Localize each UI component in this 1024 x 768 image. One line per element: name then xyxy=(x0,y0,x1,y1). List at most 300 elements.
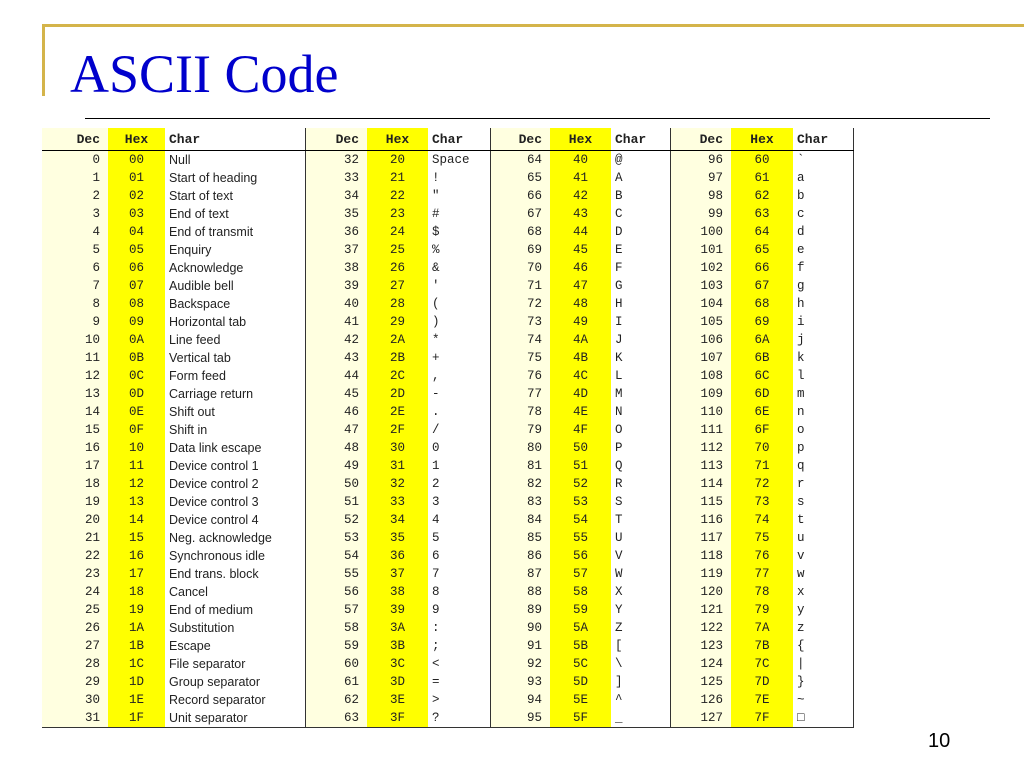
char-cell: q xyxy=(793,457,853,475)
dec-cell: 39 xyxy=(305,277,367,295)
hex-cell: 56 xyxy=(550,547,611,565)
char-cell: ^ xyxy=(611,691,670,709)
dec-cell: 16 xyxy=(42,439,108,457)
hex-cell: 2E xyxy=(367,403,428,421)
hex-cell: 7D xyxy=(731,673,793,691)
char-cell: : xyxy=(428,619,490,637)
dec-cell: 2 xyxy=(42,187,108,205)
dec-cell: 65 xyxy=(490,169,550,187)
dec-cell: 105 xyxy=(670,313,731,331)
char-cell: Escape xyxy=(165,637,305,655)
hex-cell: 50 xyxy=(550,439,611,457)
dec-cell: 24 xyxy=(42,583,108,601)
char-cell: % xyxy=(428,241,490,259)
char-cell: = xyxy=(428,673,490,691)
char-cell: C xyxy=(611,205,670,223)
char-cell: Acknowledge xyxy=(165,259,305,277)
hex-cell: 70 xyxy=(731,439,793,457)
char-cell: h xyxy=(793,295,853,313)
char-cell: V xyxy=(611,547,670,565)
char-cell: # xyxy=(428,205,490,223)
char-cell: a xyxy=(793,169,853,187)
dec-cell: 69 xyxy=(490,241,550,259)
char-cell: j xyxy=(793,331,853,349)
dec-cell: 83 xyxy=(490,493,550,511)
dec-cell: 120 xyxy=(670,583,731,601)
hex-cell: 7B xyxy=(731,637,793,655)
dec-cell: 48 xyxy=(305,439,367,457)
dec-cell: 53 xyxy=(305,529,367,547)
dec-cell: 101 xyxy=(670,241,731,259)
header-dec: Dec xyxy=(305,128,367,151)
char-cell: Q xyxy=(611,457,670,475)
hex-cell: 34 xyxy=(367,511,428,529)
char-cell: Unit separator xyxy=(165,709,305,728)
char-cell: n xyxy=(793,403,853,421)
table-row xyxy=(42,673,853,691)
accent-line-left xyxy=(42,24,45,96)
dec-cell: 19 xyxy=(42,493,108,511)
dec-cell: 102 xyxy=(670,259,731,277)
hex-cell: 46 xyxy=(550,259,611,277)
hex-cell: 22 xyxy=(367,187,428,205)
char-cell: L xyxy=(611,367,670,385)
char-cell: Backspace xyxy=(165,295,305,313)
hex-cell: 23 xyxy=(367,205,428,223)
hex-cell: 74 xyxy=(731,511,793,529)
dec-cell: 4 xyxy=(42,223,108,241)
table-row xyxy=(42,331,853,349)
dec-cell: 89 xyxy=(490,601,550,619)
hex-cell: 73 xyxy=(731,493,793,511)
dec-cell: 98 xyxy=(670,187,731,205)
dec-cell: 15 xyxy=(42,421,108,439)
header-hex: Hex xyxy=(367,128,428,151)
hex-cell: 49 xyxy=(550,313,611,331)
dec-cell: 11 xyxy=(42,349,108,367)
dec-cell: 110 xyxy=(670,403,731,421)
dec-cell: 79 xyxy=(490,421,550,439)
hex-cell: 7A xyxy=(731,619,793,637)
char-cell: & xyxy=(428,259,490,277)
hex-cell: 6F xyxy=(731,421,793,439)
char-cell: G xyxy=(611,277,670,295)
hex-cell: 64 xyxy=(731,223,793,241)
header-char: Char xyxy=(165,128,305,151)
char-cell: Group separator xyxy=(165,673,305,691)
hex-cell: 03 xyxy=(108,205,165,223)
char-cell: u xyxy=(793,529,853,547)
header-dec: Dec xyxy=(490,128,550,151)
dec-cell: 111 xyxy=(670,421,731,439)
hex-cell: 29 xyxy=(367,313,428,331)
dec-cell: 85 xyxy=(490,529,550,547)
hex-cell: 07 xyxy=(108,277,165,295)
dec-cell: 118 xyxy=(670,547,731,565)
dec-cell: 78 xyxy=(490,403,550,421)
table-row xyxy=(42,655,853,673)
hex-cell: 7F xyxy=(731,709,793,728)
hex-cell: 55 xyxy=(550,529,611,547)
hex-cell: 4D xyxy=(550,385,611,403)
dec-cell: 40 xyxy=(305,295,367,313)
char-cell: p xyxy=(793,439,853,457)
char-cell: + xyxy=(428,349,490,367)
char-cell: o xyxy=(793,421,853,439)
char-cell: t xyxy=(793,511,853,529)
char-cell: > xyxy=(428,691,490,709)
hex-cell: 59 xyxy=(550,601,611,619)
hex-cell: 1D xyxy=(108,673,165,691)
hex-cell: 5F xyxy=(550,709,611,728)
dec-cell: 20 xyxy=(42,511,108,529)
header-dec: Dec xyxy=(670,128,731,151)
slide-title: ASCII Code xyxy=(70,44,339,104)
char-cell: g xyxy=(793,277,853,295)
hex-cell: 17 xyxy=(108,565,165,583)
dec-cell: 109 xyxy=(670,385,731,403)
dec-cell: 70 xyxy=(490,259,550,277)
hex-cell: 53 xyxy=(550,493,611,511)
hex-cell: 79 xyxy=(731,601,793,619)
char-cell: . xyxy=(428,403,490,421)
hex-cell: 09 xyxy=(108,313,165,331)
hex-cell: 1C xyxy=(108,655,165,673)
dec-cell: 37 xyxy=(305,241,367,259)
char-cell: Null xyxy=(165,151,305,170)
dec-cell: 99 xyxy=(670,205,731,223)
char-cell: U xyxy=(611,529,670,547)
char-cell: l xyxy=(793,367,853,385)
hex-cell: 36 xyxy=(367,547,428,565)
hex-cell: 01 xyxy=(108,169,165,187)
table-row xyxy=(42,223,853,241)
char-cell: 3 xyxy=(428,493,490,511)
dec-cell: 31 xyxy=(42,709,108,728)
hex-cell: 14 xyxy=(108,511,165,529)
char-cell: Data link escape xyxy=(165,439,305,457)
dec-cell: 90 xyxy=(490,619,550,637)
char-cell: 8 xyxy=(428,583,490,601)
char-cell: w xyxy=(793,565,853,583)
dec-cell: 3 xyxy=(42,205,108,223)
dec-cell: 13 xyxy=(42,385,108,403)
header-char: Char xyxy=(611,128,670,151)
hex-cell: 35 xyxy=(367,529,428,547)
dec-cell: 30 xyxy=(42,691,108,709)
char-cell: O xyxy=(611,421,670,439)
char-cell: 2 xyxy=(428,475,490,493)
dec-cell: 46 xyxy=(305,403,367,421)
dec-cell: 115 xyxy=(670,493,731,511)
hex-cell: 61 xyxy=(731,169,793,187)
char-cell: Audible bell xyxy=(165,277,305,295)
char-cell: / xyxy=(428,421,490,439)
hex-cell: 32 xyxy=(367,475,428,493)
hex-cell: 76 xyxy=(731,547,793,565)
dec-cell: 45 xyxy=(305,385,367,403)
char-cell: 1 xyxy=(428,457,490,475)
hex-cell: 6A xyxy=(731,331,793,349)
dec-cell: 26 xyxy=(42,619,108,637)
hex-cell: 62 xyxy=(731,187,793,205)
dec-cell: 127 xyxy=(670,709,731,728)
char-cell: Space xyxy=(428,151,490,170)
hex-cell: 1E xyxy=(108,691,165,709)
hex-cell: 16 xyxy=(108,547,165,565)
table-row xyxy=(42,709,853,728)
dec-cell: 0 xyxy=(42,151,108,170)
dec-cell: 25 xyxy=(42,601,108,619)
hex-cell: 3B xyxy=(367,637,428,655)
hex-cell: 05 xyxy=(108,241,165,259)
char-cell: b xyxy=(793,187,853,205)
char-cell: File separator xyxy=(165,655,305,673)
char-cell: x xyxy=(793,583,853,601)
hex-cell: 77 xyxy=(731,565,793,583)
dec-cell: 125 xyxy=(670,673,731,691)
char-cell: End of medium xyxy=(165,601,305,619)
hex-cell: 21 xyxy=(367,169,428,187)
char-cell: " xyxy=(428,187,490,205)
hex-cell: 5A xyxy=(550,619,611,637)
hex-cell: 0E xyxy=(108,403,165,421)
char-cell: Vertical tab xyxy=(165,349,305,367)
hex-cell: 4B xyxy=(550,349,611,367)
dec-cell: 106 xyxy=(670,331,731,349)
char-cell: $ xyxy=(428,223,490,241)
hex-cell: 2F xyxy=(367,421,428,439)
hex-cell: 6C xyxy=(731,367,793,385)
char-cell: Carriage return xyxy=(165,385,305,403)
table-row xyxy=(42,205,853,223)
char-cell: P xyxy=(611,439,670,457)
char-cell: _ xyxy=(611,709,670,728)
table-row xyxy=(42,583,853,601)
table-row xyxy=(42,169,853,187)
dec-cell: 68 xyxy=(490,223,550,241)
hex-cell: 2C xyxy=(367,367,428,385)
hex-cell: 54 xyxy=(550,511,611,529)
dec-cell: 52 xyxy=(305,511,367,529)
dec-cell: 62 xyxy=(305,691,367,709)
table-row xyxy=(42,529,853,547)
dec-cell: 49 xyxy=(305,457,367,475)
char-cell: Synchronous idle xyxy=(165,547,305,565)
dec-cell: 76 xyxy=(490,367,550,385)
dec-cell: 42 xyxy=(305,331,367,349)
dec-cell: 59 xyxy=(305,637,367,655)
char-cell: ] xyxy=(611,673,670,691)
header-hex: Hex xyxy=(731,128,793,151)
hex-cell: 7E xyxy=(731,691,793,709)
dec-cell: 58 xyxy=(305,619,367,637)
dec-cell: 73 xyxy=(490,313,550,331)
hex-cell: 48 xyxy=(550,295,611,313)
dec-cell: 67 xyxy=(490,205,550,223)
table-header-row xyxy=(42,128,853,151)
hex-cell: 67 xyxy=(731,277,793,295)
dec-cell: 94 xyxy=(490,691,550,709)
char-cell: i xyxy=(793,313,853,331)
table-row xyxy=(42,547,853,565)
dec-cell: 21 xyxy=(42,529,108,547)
char-cell: End of text xyxy=(165,205,305,223)
hex-cell: 27 xyxy=(367,277,428,295)
char-cell: c xyxy=(793,205,853,223)
char-cell: @ xyxy=(611,151,670,170)
hex-cell: 41 xyxy=(550,169,611,187)
dec-cell: 87 xyxy=(490,565,550,583)
dec-cell: 75 xyxy=(490,349,550,367)
hex-cell: 5B xyxy=(550,637,611,655)
dec-cell: 57 xyxy=(305,601,367,619)
hex-cell: 3C xyxy=(367,655,428,673)
hex-cell: 2D xyxy=(367,385,428,403)
dec-cell: 104 xyxy=(670,295,731,313)
dec-cell: 34 xyxy=(305,187,367,205)
char-cell: H xyxy=(611,295,670,313)
dec-cell: 8 xyxy=(42,295,108,313)
dec-cell: 97 xyxy=(670,169,731,187)
char-cell: Shift in xyxy=(165,421,305,439)
table-row xyxy=(42,277,853,295)
char-cell: Device control 1 xyxy=(165,457,305,475)
hex-cell: 08 xyxy=(108,295,165,313)
char-cell: Neg. acknowledge xyxy=(165,529,305,547)
hex-cell: 02 xyxy=(108,187,165,205)
dec-cell: 84 xyxy=(490,511,550,529)
dec-cell: 124 xyxy=(670,655,731,673)
ascii-table xyxy=(42,128,854,728)
dec-cell: 93 xyxy=(490,673,550,691)
hex-cell: 7C xyxy=(731,655,793,673)
hex-cell: 58 xyxy=(550,583,611,601)
hex-cell: 3A xyxy=(367,619,428,637)
char-cell: d xyxy=(793,223,853,241)
dec-cell: 32 xyxy=(305,151,367,170)
dec-cell: 6 xyxy=(42,259,108,277)
char-cell: K xyxy=(611,349,670,367)
hex-cell: 6B xyxy=(731,349,793,367)
char-cell: M xyxy=(611,385,670,403)
dec-cell: 7 xyxy=(42,277,108,295)
table-row xyxy=(42,385,853,403)
char-cell: E xyxy=(611,241,670,259)
hex-cell: 6D xyxy=(731,385,793,403)
dec-cell: 63 xyxy=(305,709,367,728)
char-cell: 6 xyxy=(428,547,490,565)
hex-cell: 13 xyxy=(108,493,165,511)
char-cell: End trans. block xyxy=(165,565,305,583)
char-cell: 0 xyxy=(428,439,490,457)
char-cell: f xyxy=(793,259,853,277)
char-cell: 5 xyxy=(428,529,490,547)
dec-cell: 38 xyxy=(305,259,367,277)
char-cell: [ xyxy=(611,637,670,655)
hex-cell: 4F xyxy=(550,421,611,439)
title-divider xyxy=(85,118,990,119)
char-cell: < xyxy=(428,655,490,673)
hex-cell: 19 xyxy=(108,601,165,619)
hex-cell: 12 xyxy=(108,475,165,493)
hex-cell: 3D xyxy=(367,673,428,691)
char-cell: ; xyxy=(428,637,490,655)
hex-cell: 66 xyxy=(731,259,793,277)
char-cell: ? xyxy=(428,709,490,728)
char-cell: Form feed xyxy=(165,367,305,385)
hex-cell: 5C xyxy=(550,655,611,673)
dec-cell: 100 xyxy=(670,223,731,241)
table-row xyxy=(42,493,853,511)
hex-cell: 0F xyxy=(108,421,165,439)
char-cell: y xyxy=(793,601,853,619)
char-cell: v xyxy=(793,547,853,565)
dec-cell: 1 xyxy=(42,169,108,187)
char-cell: Enquiry xyxy=(165,241,305,259)
dec-cell: 51 xyxy=(305,493,367,511)
hex-cell: 39 xyxy=(367,601,428,619)
hex-cell: 5E xyxy=(550,691,611,709)
dec-cell: 14 xyxy=(42,403,108,421)
char-cell: Start of heading xyxy=(165,169,305,187)
char-cell: Device control 4 xyxy=(165,511,305,529)
char-cell: ~ xyxy=(793,691,853,709)
table-row xyxy=(42,691,853,709)
char-cell: B xyxy=(611,187,670,205)
char-cell: z xyxy=(793,619,853,637)
dec-cell: 61 xyxy=(305,673,367,691)
char-cell: W xyxy=(611,565,670,583)
char-cell: □ xyxy=(793,709,853,728)
dec-cell: 116 xyxy=(670,511,731,529)
hex-cell: 00 xyxy=(108,151,165,170)
dec-cell: 92 xyxy=(490,655,550,673)
char-cell: A xyxy=(611,169,670,187)
table-row xyxy=(42,259,853,277)
char-cell: , xyxy=(428,367,490,385)
hex-cell: 2B xyxy=(367,349,428,367)
dec-cell: 55 xyxy=(305,565,367,583)
char-cell: D xyxy=(611,223,670,241)
dec-cell: 36 xyxy=(305,223,367,241)
char-cell: ' xyxy=(428,277,490,295)
hex-cell: 33 xyxy=(367,493,428,511)
char-cell: } xyxy=(793,673,853,691)
char-cell: End of transmit xyxy=(165,223,305,241)
char-cell: Device control 3 xyxy=(165,493,305,511)
hex-cell: 43 xyxy=(550,205,611,223)
hex-cell: 51 xyxy=(550,457,611,475)
char-cell: Cancel xyxy=(165,583,305,601)
dec-cell: 22 xyxy=(42,547,108,565)
dec-cell: 126 xyxy=(670,691,731,709)
dec-cell: 50 xyxy=(305,475,367,493)
hex-cell: 25 xyxy=(367,241,428,259)
dec-cell: 9 xyxy=(42,313,108,331)
hex-cell: 6E xyxy=(731,403,793,421)
table-row xyxy=(42,367,853,385)
hex-cell: 0C xyxy=(108,367,165,385)
dec-cell: 122 xyxy=(670,619,731,637)
dec-cell: 27 xyxy=(42,637,108,655)
char-cell: ( xyxy=(428,295,490,313)
table-row xyxy=(42,457,853,475)
dec-cell: 44 xyxy=(305,367,367,385)
hex-cell: 1A xyxy=(108,619,165,637)
hex-cell: 3E xyxy=(367,691,428,709)
hex-cell: 26 xyxy=(367,259,428,277)
